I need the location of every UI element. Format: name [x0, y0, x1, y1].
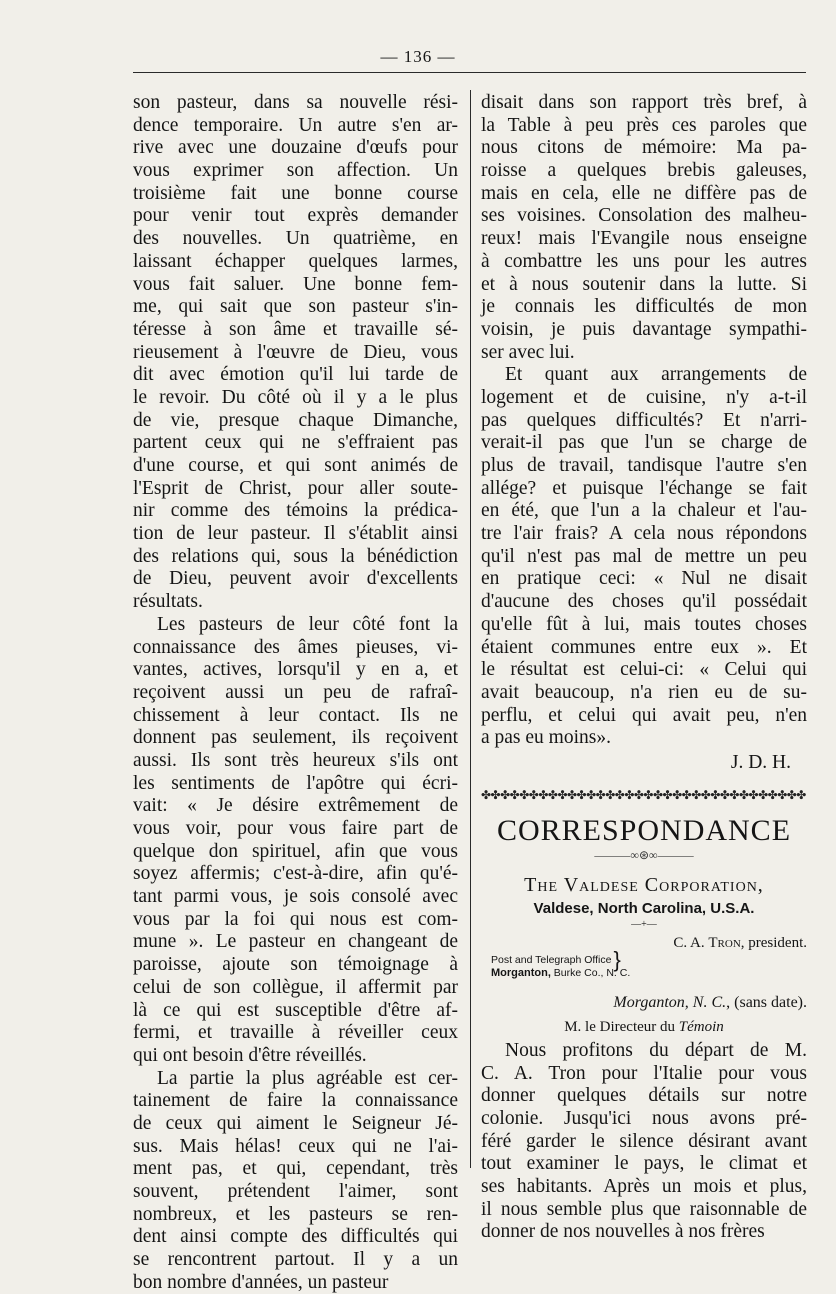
text-line: nir comme des témoins la prédica- — [133, 500, 458, 522]
text-line: vait: « Je désire extrêmement de — [133, 795, 458, 817]
section-title: CORRESPONDANCE — [496, 813, 792, 847]
text-line: se rencontrent partout. Il y a un — [133, 1249, 458, 1271]
text-line: quelque don spirituel, afin que vous — [133, 840, 458, 862]
president-name: Tron — [708, 934, 741, 951]
text-line: d'aucune des choses qu'il possédait — [481, 591, 807, 613]
text-line: à combattre les uns pour les autres — [481, 250, 807, 272]
text-line: pas quelques difficultés? Et n'arri- — [481, 409, 807, 431]
text-line: mais en cela, elle ne diffère pas de — [481, 182, 807, 204]
text-line: celui de son collègue, il affermit par — [133, 976, 458, 998]
text-line: vous fait saluer. Une bonne fem- — [133, 273, 458, 295]
text-line: connaissance des âmes pieuses, vi- — [133, 636, 458, 658]
text-line: de ceux qui aiment le Seigneur Jé- — [133, 1112, 458, 1134]
text-line: donner de nos nouvelles à nos frères — [481, 1221, 765, 1243]
text-line: paroisse, ajoute son témoignage à — [133, 954, 458, 976]
text-line: La partie la plus agréable est cer- — [157, 1067, 458, 1089]
text-line: soyez affermis; c'est-à-dire, afin qu'é- — [133, 863, 458, 885]
text-line: Nous profitons du départ de M. — [505, 1039, 807, 1061]
text-line: en pratique ceci: « Nul ne disait — [481, 568, 807, 590]
right-column-text — [481, 92, 807, 750]
text-line: verait-il pas que l'un se charge de — [481, 432, 807, 454]
text-line: de Dieu, peuvent avoir d'excellents — [133, 568, 458, 590]
text-line: logement et de cuisine, n'y a-t-il — [481, 386, 807, 408]
text-line: étaient communes entre eux ». Et — [481, 636, 807, 658]
text-line: vous par la foi qui nous est com- — [133, 908, 458, 930]
text-line: tainement de faire la connaissance — [133, 1090, 458, 1112]
text-line: résultats. — [133, 591, 203, 613]
column-divider — [470, 90, 471, 1168]
text-line: tout examiner le pays, le climat et — [481, 1153, 807, 1175]
text-line: des relations qui, sous la bénédiction — [133, 545, 458, 567]
text-line: vantes, actives, lorsqu'il y en a, et — [133, 659, 458, 681]
postal-line2 — [491, 967, 807, 980]
text-line: son pasteur, dans sa nouvelle rési- — [133, 92, 458, 113]
text-line: donner quelques détails sur notre — [481, 1085, 807, 1107]
title-swash: ———∞⊛∞——— — [594, 847, 694, 862]
addressee-paper: Témoin — [678, 1018, 724, 1035]
text-line: ment pas, et qui, cependant, très — [133, 1158, 458, 1180]
text-line: je connais les difficultés de mon — [481, 296, 807, 318]
postal-town: Morganton, — [491, 966, 551, 979]
text-line: fermi, et travaille à réveiller ceux — [133, 1022, 458, 1044]
text-line: ser avec lui. — [481, 341, 575, 363]
text-line: le résultat est celui-ci: « Celui qui — [481, 659, 807, 681]
text-line: avait beaucoup, n'a rien eu de su- — [481, 681, 807, 703]
dateline-note: , (sans date). — [726, 993, 807, 1011]
small-separator: —+— — [631, 918, 657, 930]
text-line: donnent pas seulement, ils reçoivent — [133, 727, 458, 749]
text-line: plus de travail, tandisque l'autre s'en — [481, 455, 807, 476]
text-line: nombreux, et les pasteurs se ren- — [133, 1203, 458, 1225]
text-line: rieusement à l'œuvre de Dieu, vous — [133, 341, 458, 363]
text-line: féré garder le silence désirant avant — [481, 1130, 807, 1152]
ornament-divider: ✤✤✤✤✤✤✤✤✤✤✤✤✤✤✤✤✤✤✤✤✤✤✤✤✤✤✤✤✤✤✤✤✤✤ — [481, 787, 806, 802]
text-line: le revoir. Du côté où il y a le plus — [133, 386, 458, 408]
text-line: aussi. Ils sont très heureux s'ils ont — [133, 749, 458, 771]
brace-glyph: } — [613, 947, 621, 973]
text-line: me, qui sait que son pasteur s'in- — [133, 296, 458, 318]
text-line: tion de leur pasteur. Il s'établit ainsi — [133, 523, 458, 545]
text-line: partent ceux qui ne s'effraient pas — [133, 432, 458, 454]
right-column — [481, 92, 807, 1244]
text-line: C. A. Tron pour l'Italie pour vous — [481, 1062, 807, 1084]
text-line: bon nombre d'années, un pasteur — [133, 1271, 389, 1293]
text-line: d'une course, et qui sont animés de — [133, 455, 458, 476]
text-line: sus. Mais hélas! ceux qui ne l'ai- — [133, 1135, 458, 1157]
postal-office: Post and Telegraph Office — [491, 953, 612, 966]
text-line: là ce qui est susceptible d'être af- — [133, 999, 458, 1021]
text-line: souvent, prétendent l'aimer, sont — [133, 1181, 458, 1202]
president-line — [481, 932, 807, 954]
text-line: qu'il n'est pas mal de mettre un peu — [481, 545, 807, 567]
text-line: allége? et puisque l'échange se fait — [481, 477, 807, 499]
text-line: dit avec émotion qu'il lui tarde de — [133, 364, 458, 386]
article-signature: J. D. H. — [730, 751, 791, 773]
text-line: il nous semble plus que raisonnable de — [481, 1198, 807, 1220]
dateline — [481, 992, 807, 1016]
text-line: reux! mais l'Evangile nous enseigne — [481, 228, 807, 250]
text-line: tant parmi vous, je sois consolé avec — [133, 886, 458, 908]
president-initials: C. A. — [673, 934, 709, 951]
text-line: qu'elle fût à lui, mais toutes choses — [481, 613, 807, 635]
text-line: dent ainsi compte des difficultés qui — [133, 1226, 458, 1248]
text-line: Les pasteurs de leur côté font la — [157, 613, 458, 635]
text-line: colonie. Jusqu'ici nous avons pré- — [481, 1108, 807, 1129]
text-line: des nouvelles. Un quatrième, en — [133, 228, 458, 250]
text-line: vous exprimer son affection. Un — [133, 160, 458, 182]
org-place: Valdese, North Carolina, U.S.A. — [533, 899, 755, 917]
text-line: reçoivent aussi un peu de rafraî- — [133, 681, 458, 703]
text-line: l'Esprit de Christ, pour aller soute- — [133, 477, 458, 499]
text-line: roisse a quelques brebis galeuses, — [481, 160, 807, 182]
dateline-place: Morganton, N. C. — [613, 993, 727, 1011]
text-line: chissement à leur contact. Ils ne — [133, 704, 458, 726]
text-line: rive avec une douzaine d'œufs pour — [133, 137, 458, 159]
text-line: ses voisines. Consolation des malheu- — [481, 205, 807, 227]
text-line: mune ». Le pasteur en changeant de — [133, 931, 458, 953]
postal-address — [491, 947, 807, 980]
text-line: dence temporaire. Un autre s'en ar- — [133, 114, 458, 136]
addressee-prefix: M. le Directeur du — [564, 1018, 679, 1035]
text-line: tre l'air frais? A cela nous répondons — [481, 523, 807, 545]
text-line: voisin, je puis davantage sympathi- — [481, 318, 807, 340]
text-line: ses habitants. Après un mois et plus, — [481, 1176, 807, 1198]
text-line: a pas eu moins». — [481, 727, 611, 749]
president-role: , president. — [740, 934, 807, 951]
text-line: téresse à son âme et travaille sé- — [133, 318, 458, 340]
text-line: la Table à peu près ces paroles que — [481, 114, 807, 136]
text-line: les sentiments de l'apôtre qui écri- — [133, 772, 458, 794]
letter-body — [481, 1040, 807, 1244]
page-number: — 136 — — [380, 47, 456, 66]
text-line: qui ont besoin d'être réveillés. — [133, 1044, 367, 1066]
text-line: perflu, et celui qui avait peu, n'en — [481, 704, 807, 726]
postal-county: Burke Co., N. C. — [550, 966, 631, 979]
text-line: Et quant aux arrangements de — [505, 364, 807, 386]
text-line: disait dans son rapport très bref, à — [481, 92, 807, 113]
text-line: pour venir tout exprès demander — [133, 205, 458, 227]
text-line: troisième fait une bonne course — [133, 182, 458, 204]
org-name: The Valdese Corporation, — [524, 873, 764, 896]
addressee — [481, 1016, 807, 1040]
text-line: en été, que l'un a la chaleur et l'au- — [481, 500, 807, 522]
left-column — [133, 92, 458, 1294]
header-rule — [133, 72, 806, 73]
text-line: vous voir, pour vous faire part de — [133, 818, 458, 839]
text-line: et à nous soutenir dans la lutte. Si — [481, 273, 807, 295]
text-line: nous citons de mémoire: Ma pa- — [481, 137, 807, 159]
text-line: laissant échapper quelques larmes, — [133, 250, 458, 272]
text-line: de vie, presque chaque Dimanche, — [133, 409, 458, 431]
